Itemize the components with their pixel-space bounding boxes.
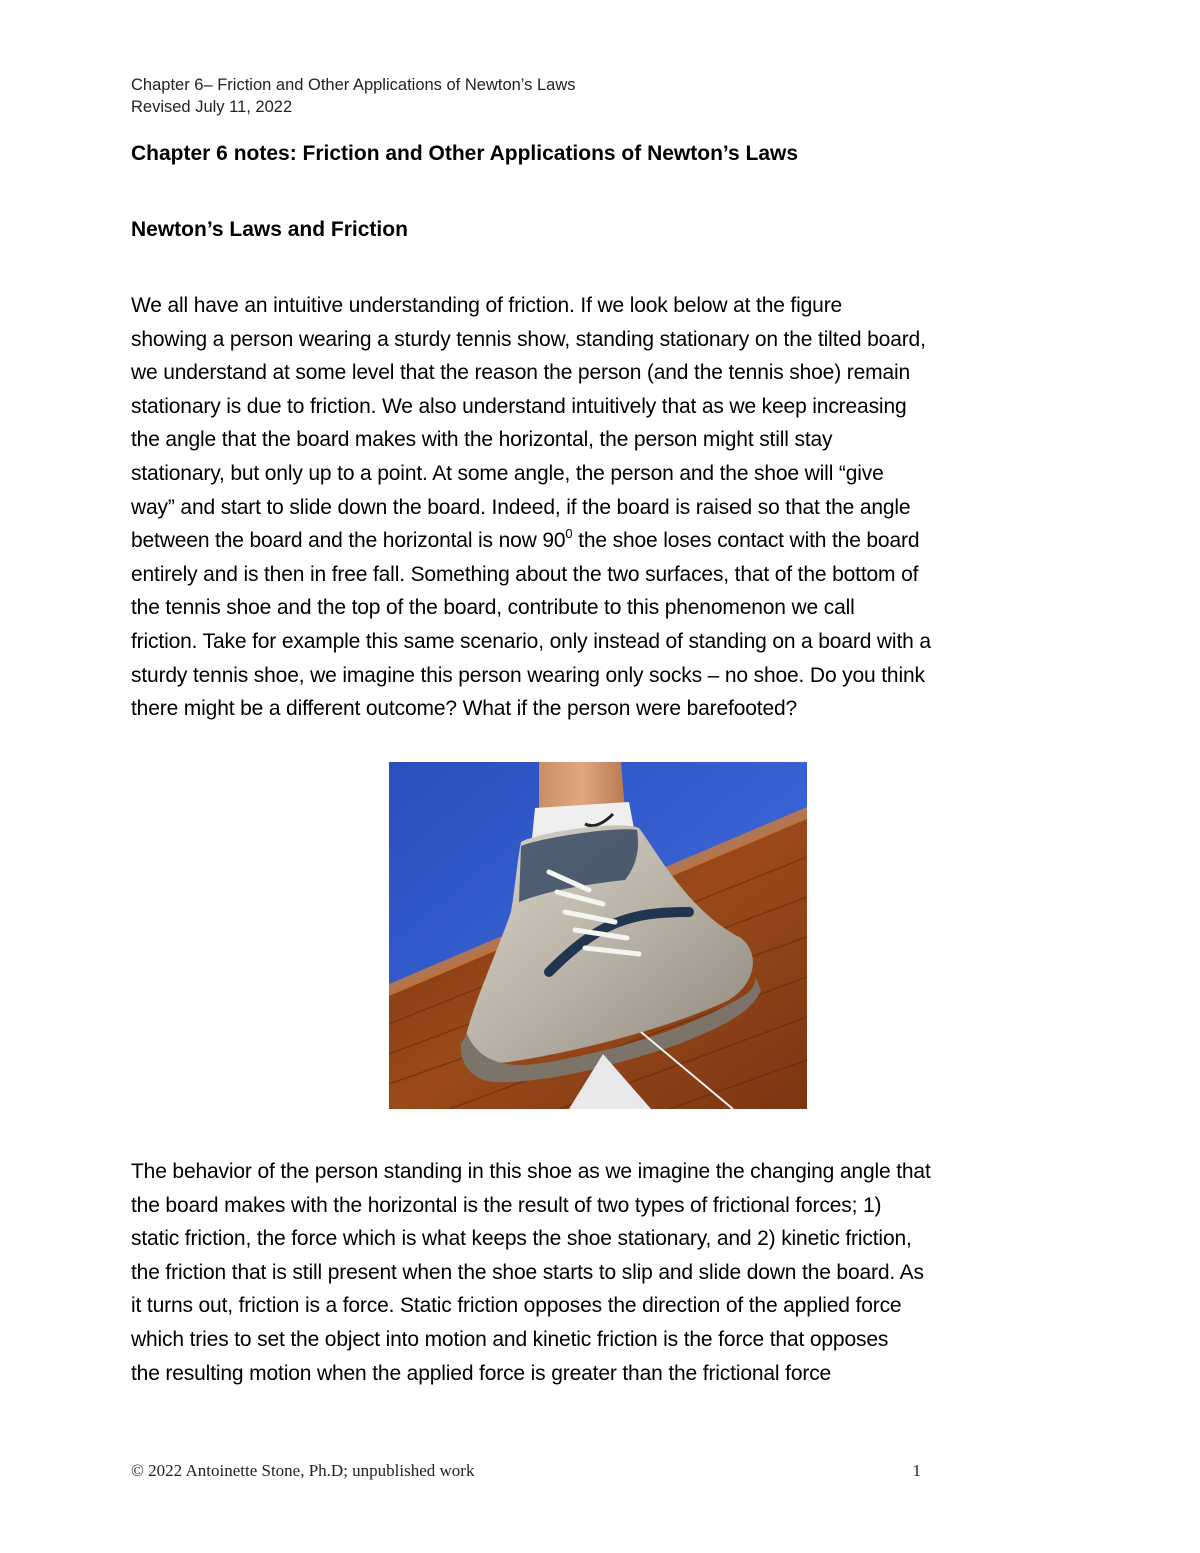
paragraph-line: way” and start to slide down the board. Indeed, if the board is raised so that the angle	[131, 495, 911, 519]
intro-paragraph	[131, 289, 931, 726]
friction-types-paragraph	[131, 1155, 931, 1390]
paragraph-line: we understand at some level that the reason the person (and the tennis shoe) remain	[131, 361, 911, 385]
paragraph-line: We all have an intuitive understanding of friction. If we look below at the figure	[131, 294, 843, 317]
paragraph-line: the board makes with the horizontal is the result of two types of frictional forces; 1)	[131, 1193, 882, 1217]
paragraph-line: showing a person wearing a sturdy tennis show, standing stationary on the tilted board,	[131, 327, 926, 351]
line-text-after: the shoe loses contact with the board	[572, 529, 920, 553]
header-chapter-line: Chapter 6– Friction and Other Applications of Newton’s Laws	[131, 76, 576, 94]
degree-superscript: 0	[565, 526, 573, 542]
line-text-before: between the board and the horizontal is now 90	[131, 529, 566, 553]
paragraph-line: the resulting motion when the applied force is greater than the frictional force	[131, 1361, 832, 1385]
paragraph-line: static friction, the force which is what keeps the shoe stationary, and 2) kinetic friction,	[131, 1227, 912, 1251]
paragraph-line-degrees	[131, 524, 931, 558]
page-number: 1	[912, 1461, 921, 1480]
running-header	[131, 74, 576, 118]
paragraph-line: entirely and is then in free fall. Something about the two surfaces, that of the bottom of	[131, 562, 919, 586]
shoe-illustration	[389, 762, 807, 1109]
header-revised-line: Revised July 11, 2022	[131, 98, 293, 116]
paragraph-line: The behavior of the person standing in this shoe as we imagine the changing angle that	[131, 1160, 931, 1183]
document-title: Chapter 6 notes: Friction and Other Applications of Newton’s Laws	[131, 142, 799, 165]
paragraph-line: which tries to set the object into motion and kinetic friction is the force that opposes	[131, 1327, 889, 1351]
copyright-notice: © 2022 Antoinette Stone, Ph.D; unpublished work	[131, 1461, 475, 1480]
paragraph-line: the tennis shoe and the top of the board, contribute to this phenomenon we call	[131, 596, 855, 620]
paragraph-line: there might be a different outcome? What if the person were barefooted?	[131, 697, 798, 721]
paragraph-line: it turns out, friction is a force. Static friction opposes the direction of the applied force	[131, 1294, 902, 1318]
paragraph-line: the friction that is still present when the shoe starts to slip and slide down the board. As	[131, 1260, 924, 1284]
paragraph-line: stationary, but only up to a point. At some angle, the person and the shoe will “give	[131, 461, 884, 485]
paragraph-line: stationary is due to friction. We also understand intuitively that as we keep increasing	[131, 394, 907, 418]
paragraph-line: friction. Take for example this same scenario, only instead of standing on a board with a	[131, 629, 931, 653]
shoe-on-board-figure	[389, 762, 807, 1109]
section-heading: Newton’s Laws and Friction	[131, 218, 408, 241]
paragraph-line: sturdy tennis shoe, we imagine this person wearing only socks – no shoe. Do you think	[131, 663, 925, 687]
paragraph-line: the angle that the board makes with the horizontal, the person might still stay	[131, 428, 833, 452]
